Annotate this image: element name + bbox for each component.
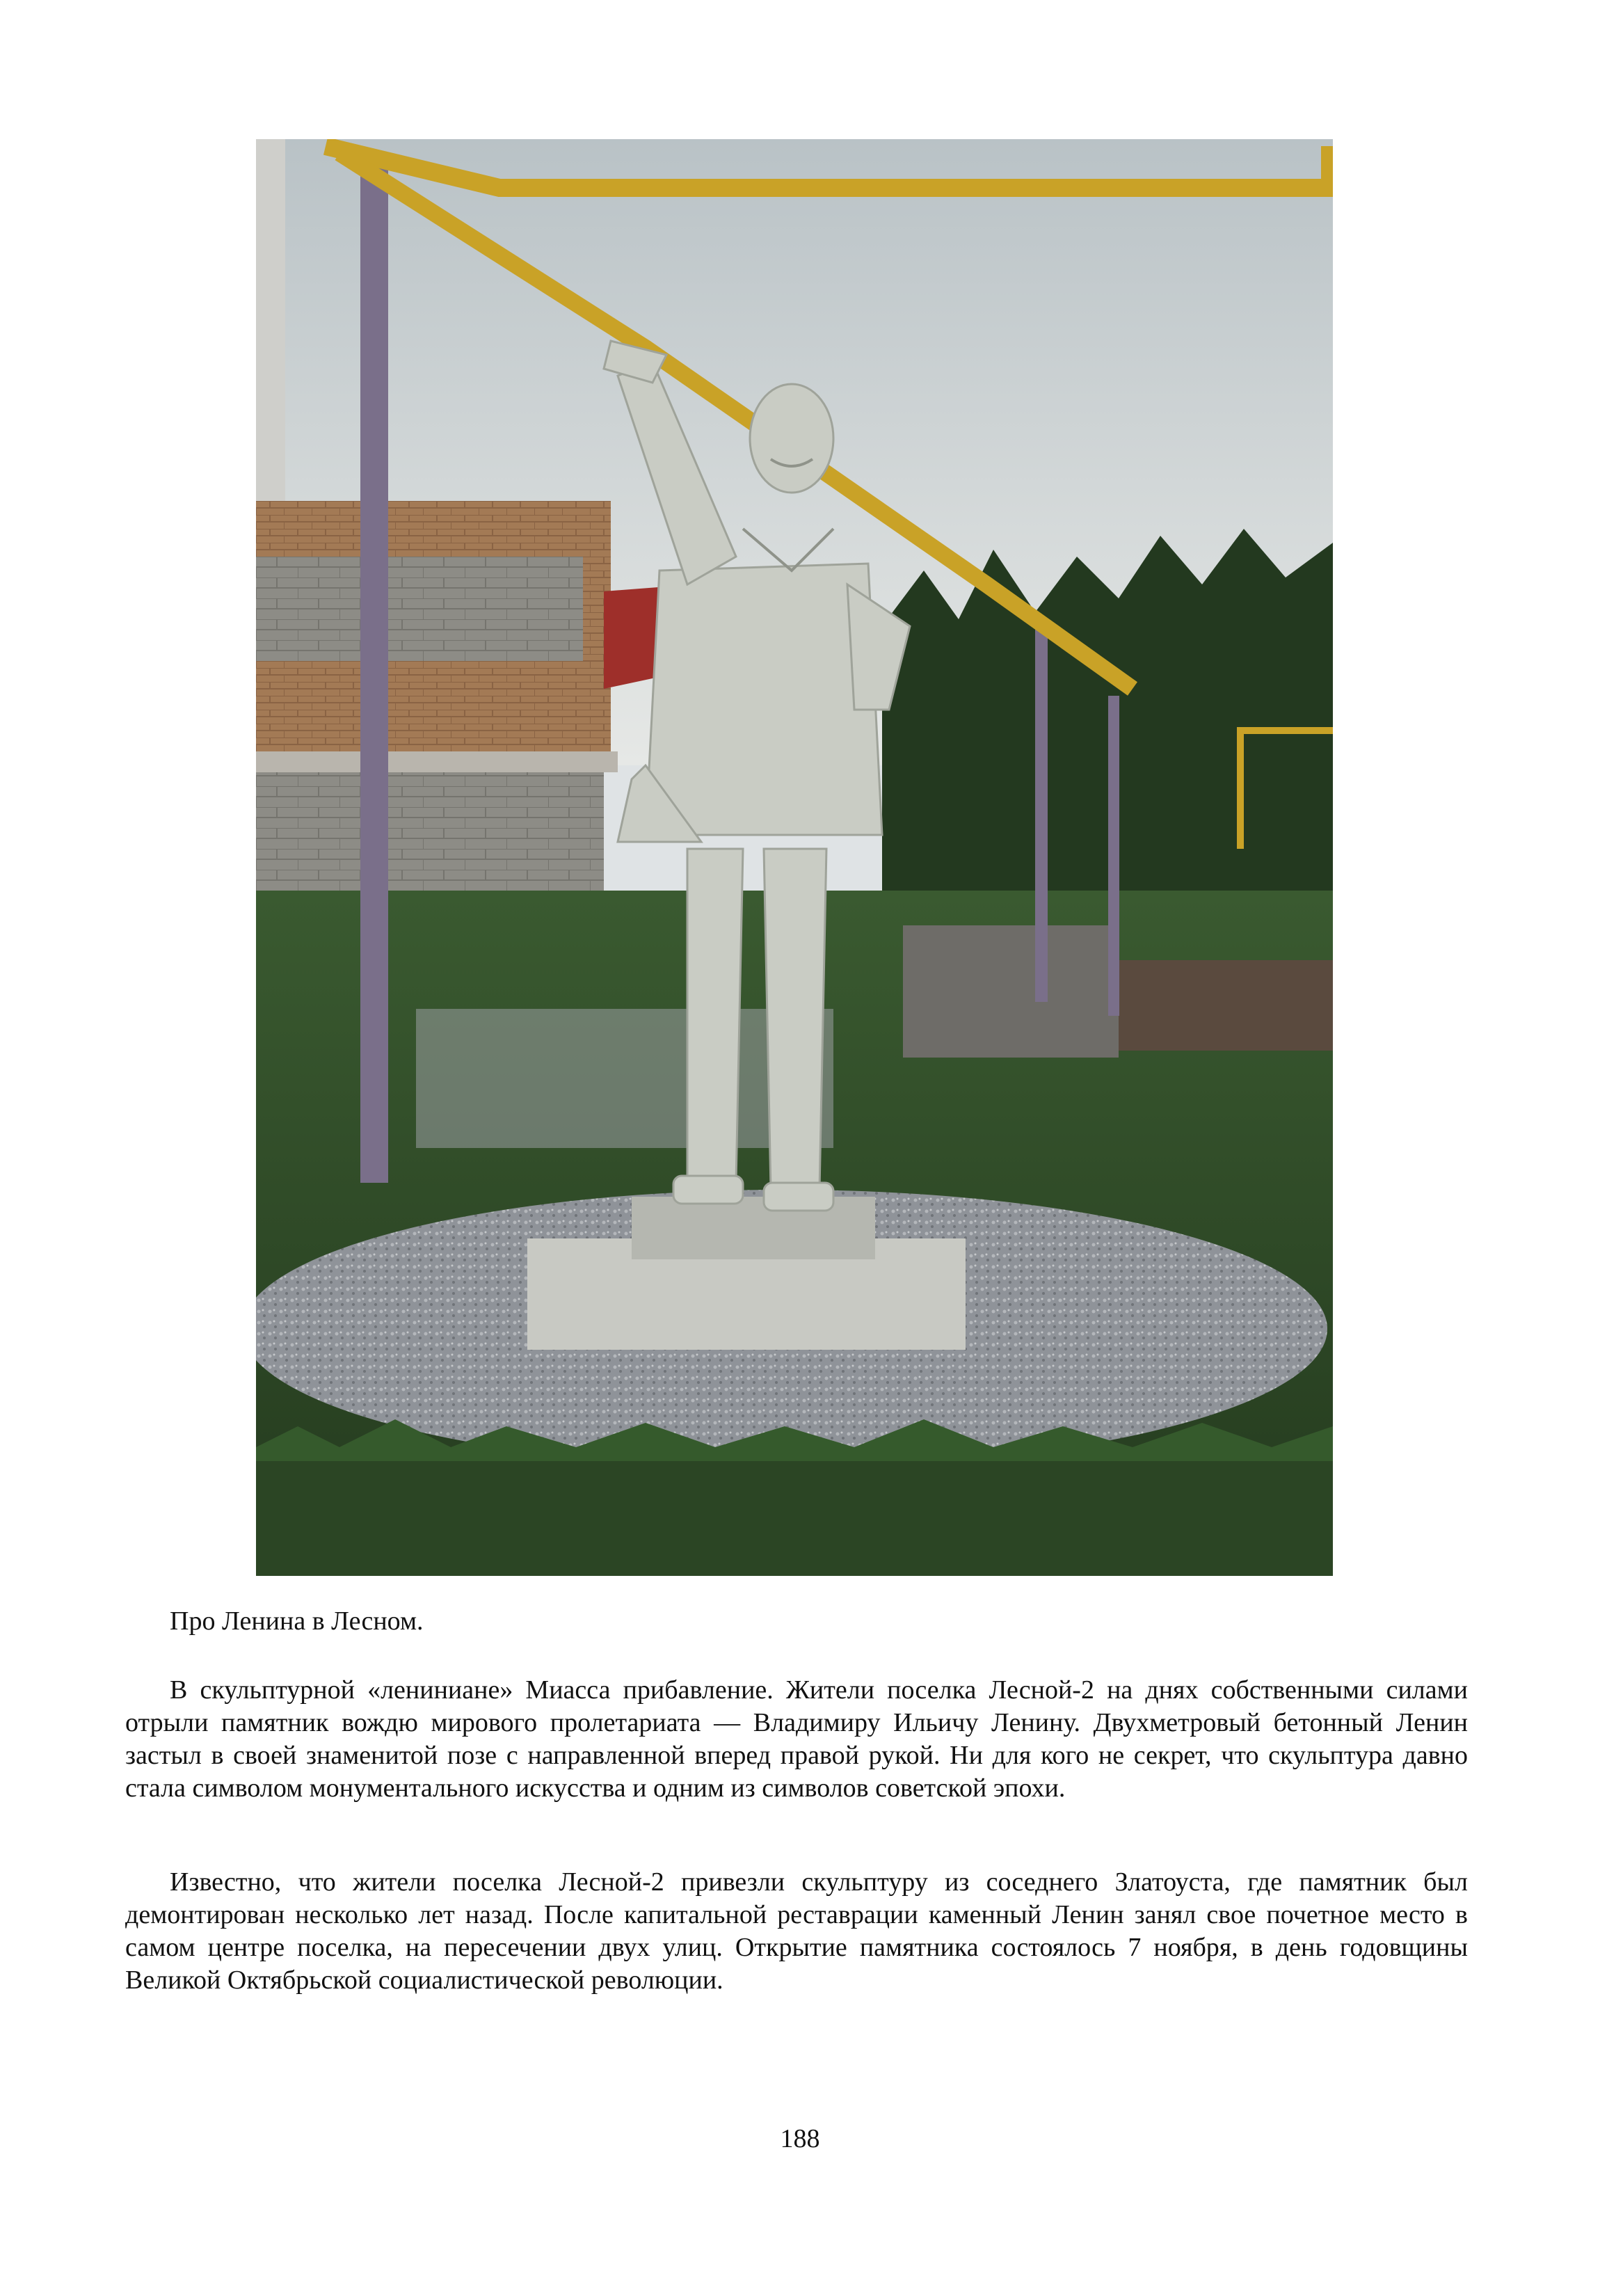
photo-caption: Про Ленина в Лесном.: [170, 1607, 424, 1636]
body-paragraph-2: Известно, что жители поселка Лесной-2 привезли скульптуру из соседнего Златоуста, где памятник был демонтирован несколько лет назад. После капитальной реставрации каменный Ленин занял свое почетное место в самом центре поселка, на пересечении двух улиц. Открытие памятника состоялось 7 ноября, в день годовщины Великой Октябрьской социалистической революции.: [125, 1867, 1468, 1995]
statue-photo-illustration: [256, 139, 1333, 1576]
statue-photo: [256, 139, 1333, 1576]
body-paragraph-1: В скульптурной «лениниане» Миасса прибавление. Жители поселка Лесной-2 на днях собственными силами отрыли памятник вождю мирового пролетариата — Владимиру Ильичу Ленину. Двухметровый бетонный Ленин застыл в своей знаменитой позе с направленной вперед правой рукой. Ни для кого не секрет, что скульптура давно стала символом монументального искусства и одним из символов советской эпохи.: [125, 1675, 1468, 1803]
page-number: 188: [780, 2124, 820, 2153]
